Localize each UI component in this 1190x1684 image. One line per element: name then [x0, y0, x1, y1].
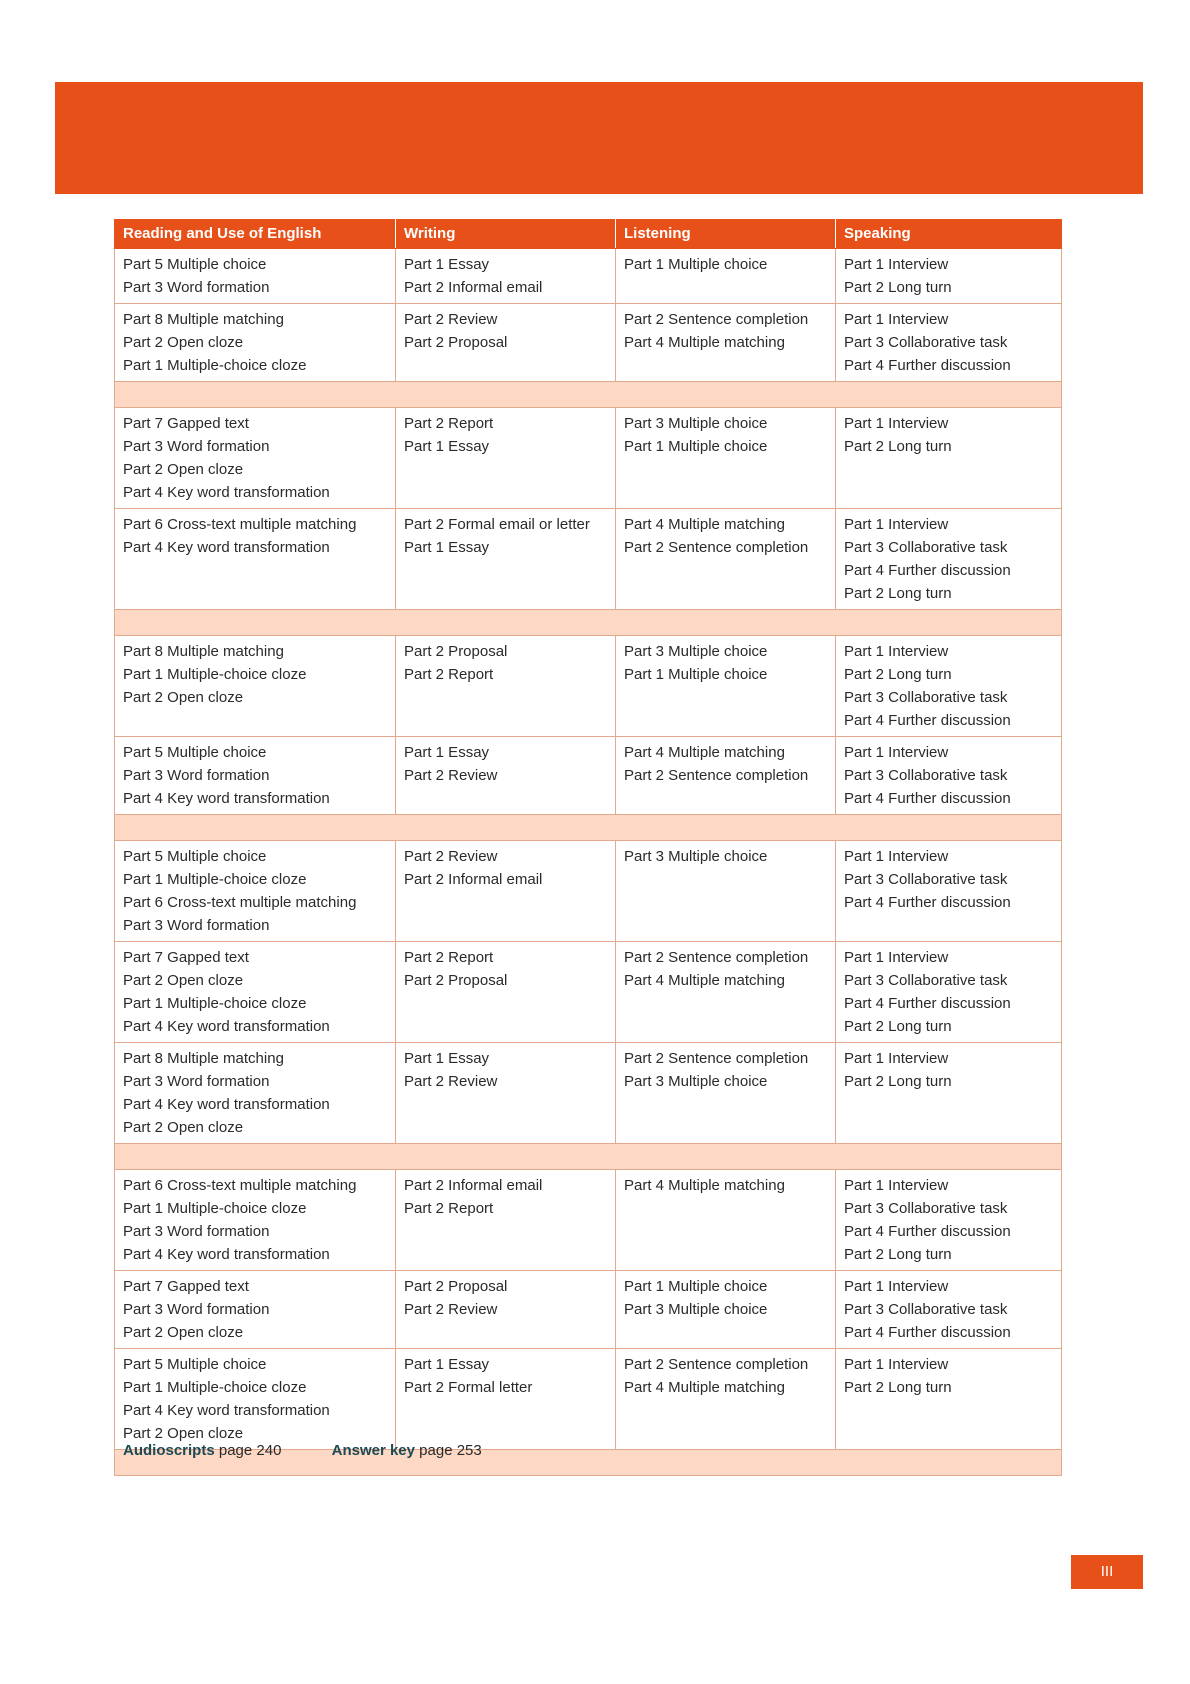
speaking-task: Part 1 Interview: [844, 1278, 949, 1295]
syllabus-table: [114, 219, 1062, 1476]
reading-task: Part 1 Multiple-choice cloze: [123, 995, 307, 1012]
group-separator-row: [115, 1144, 1062, 1170]
cell-speaking: [836, 1349, 1062, 1450]
speaking-task: Part 2 Long turn: [844, 438, 952, 455]
speaking-task: Part 2 Long turn: [844, 1073, 952, 1090]
audioscripts-label: Audioscripts: [123, 1442, 215, 1459]
audioscripts-reference: [123, 1442, 281, 1459]
speaking-task: Part 1 Interview: [844, 848, 949, 865]
speaking-task: Part 4 Further discussion: [844, 790, 1011, 807]
speaking-task: Part 4 Further discussion: [844, 1223, 1011, 1240]
listening-task: Part 2 Sentence completion: [624, 1050, 809, 1067]
table-row: [115, 304, 1062, 382]
reading-task: Part 5 Multiple choice: [123, 744, 267, 761]
cell-listening: [616, 636, 836, 737]
column-header-reading: Reading and Use of English: [115, 220, 396, 249]
writing-task: Part 1 Essay: [404, 539, 490, 556]
cell-listening: [616, 249, 836, 304]
reading-task: Part 3 Word formation: [123, 1073, 270, 1090]
reading-task: Part 2 Open cloze: [123, 1119, 244, 1136]
reading-task: Part 7 Gapped text: [123, 415, 249, 432]
cell-speaking: [836, 1043, 1062, 1144]
listening-task: Part 3 Multiple choice: [624, 643, 768, 660]
table-row: [115, 408, 1062, 509]
cell-writing: [396, 304, 616, 382]
reading-task: Part 7 Gapped text: [123, 949, 249, 966]
writing-task: Part 2 Proposal: [404, 1278, 508, 1295]
reading-task: Part 8 Multiple matching: [123, 311, 284, 328]
writing-task: Part 2 Proposal: [404, 972, 508, 989]
writing-task: Part 1 Essay: [404, 1050, 490, 1067]
cell-reading: [115, 636, 396, 737]
cell-speaking: [836, 841, 1062, 942]
reading-task: Part 4 Key word transformation: [123, 1018, 330, 1035]
reading-task: Part 4 Key word transformation: [123, 1096, 330, 1113]
cell-listening: [616, 1043, 836, 1144]
reading-task: Part 3 Word formation: [123, 1301, 270, 1318]
listening-task: Part 4 Multiple matching: [624, 516, 785, 533]
cell-speaking: [836, 737, 1062, 815]
listening-task: Part 4 Multiple matching: [624, 1177, 785, 1194]
speaking-task: Part 3 Collaborative task: [844, 871, 1008, 888]
cell-listening: [616, 408, 836, 509]
listening-task: Part 2 Sentence completion: [624, 1356, 809, 1373]
cell-speaking: [836, 1271, 1062, 1349]
column-header-listening: Listening: [616, 220, 836, 249]
listening-task: Part 1 Multiple choice: [624, 666, 768, 683]
reading-task: Part 2 Open cloze: [123, 1324, 244, 1341]
table-row: [115, 509, 1062, 610]
group-separator: [115, 610, 1062, 636]
reading-task: Part 6 Cross-text multiple matching: [123, 1177, 357, 1194]
speaking-task: Part 2 Long turn: [844, 1379, 952, 1396]
reading-task: Part 1 Multiple-choice cloze: [123, 357, 307, 374]
cell-listening: [616, 942, 836, 1043]
listening-task: Part 2 Sentence completion: [624, 767, 809, 784]
cell-reading: [115, 249, 396, 304]
cell-listening: [616, 841, 836, 942]
writing-task: Part 2 Informal email: [404, 279, 543, 296]
speaking-task: Part 1 Interview: [844, 1177, 949, 1194]
speaking-task: Part 1 Interview: [844, 516, 949, 533]
table-row: [115, 249, 1062, 304]
cell-listening: [616, 304, 836, 382]
listening-task: Part 3 Multiple choice: [624, 848, 768, 865]
writing-task: Part 2 Report: [404, 949, 494, 966]
speaking-task: Part 3 Collaborative task: [844, 767, 1008, 784]
cell-listening: [616, 1349, 836, 1450]
group-separator: [115, 815, 1062, 841]
cell-speaking: [836, 249, 1062, 304]
reading-task: Part 1 Multiple-choice cloze: [123, 871, 307, 888]
speaking-task: Part 3 Collaborative task: [844, 334, 1008, 351]
listening-task: Part 3 Multiple choice: [624, 1301, 768, 1318]
answer-key-page: page 253: [419, 1442, 482, 1459]
cell-writing: [396, 636, 616, 737]
cell-writing: [396, 509, 616, 610]
speaking-task: Part 1 Interview: [844, 949, 949, 966]
reading-task: Part 8 Multiple matching: [123, 1050, 284, 1067]
table-row: [115, 1043, 1062, 1144]
cell-writing: [396, 1170, 616, 1271]
speaking-task: Part 4 Further discussion: [844, 995, 1011, 1012]
speaking-task: Part 4 Further discussion: [844, 712, 1011, 729]
speaking-task: Part 3 Collaborative task: [844, 972, 1008, 989]
listening-task: Part 3 Multiple choice: [624, 415, 768, 432]
speaking-task: Part 4 Further discussion: [844, 1324, 1011, 1341]
footer-references: [123, 1442, 482, 1459]
column-header-writing: Writing: [396, 220, 616, 249]
cell-reading: [115, 408, 396, 509]
cell-speaking: [836, 304, 1062, 382]
writing-task: Part 1 Essay: [404, 438, 490, 455]
writing-task: Part 2 Review: [404, 1073, 498, 1090]
page-number: III: [1071, 1555, 1143, 1589]
speaking-task: Part 2 Long turn: [844, 1018, 952, 1035]
cell-reading: [115, 942, 396, 1043]
cell-reading: [115, 304, 396, 382]
cell-writing: [396, 841, 616, 942]
cell-speaking: [836, 1170, 1062, 1271]
cell-listening: [616, 1170, 836, 1271]
writing-task: Part 1 Essay: [404, 744, 490, 761]
answer-key-reference: [332, 1442, 482, 1459]
listening-task: Part 4 Multiple matching: [624, 972, 785, 989]
listening-task: Part 3 Multiple choice: [624, 1073, 768, 1090]
cell-writing: [396, 1349, 616, 1450]
cell-reading: [115, 1170, 396, 1271]
cell-listening: [616, 1271, 836, 1349]
reading-task: Part 5 Multiple choice: [123, 848, 267, 865]
writing-task: Part 2 Proposal: [404, 334, 508, 351]
writing-task: Part 2 Review: [404, 767, 498, 784]
cell-listening: [616, 737, 836, 815]
table-row: [115, 737, 1062, 815]
speaking-task: Part 1 Interview: [844, 1356, 949, 1373]
cell-writing: [396, 408, 616, 509]
group-separator: [115, 382, 1062, 408]
writing-task: Part 2 Informal email: [404, 871, 543, 888]
speaking-task: Part 2 Long turn: [844, 279, 952, 296]
writing-task: Part 2 Report: [404, 666, 494, 683]
cell-reading: [115, 509, 396, 610]
header-banner: [55, 82, 1143, 194]
reading-task: Part 6 Cross-text multiple matching: [123, 516, 357, 533]
table-header-row: [115, 220, 1062, 249]
writing-task: Part 2 Formal letter: [404, 1379, 533, 1396]
writing-task: Part 1 Essay: [404, 256, 490, 273]
writing-task: Part 2 Formal email or letter: [404, 516, 590, 533]
reading-task: Part 4 Key word transformation: [123, 484, 330, 501]
reading-task: Part 1 Multiple-choice cloze: [123, 1379, 307, 1396]
reading-task: Part 1 Multiple-choice cloze: [123, 1200, 307, 1217]
listening-task: Part 1 Multiple choice: [624, 1278, 768, 1295]
cell-reading: [115, 1349, 396, 1450]
group-separator-row: [115, 815, 1062, 841]
reading-task: Part 3 Word formation: [123, 279, 270, 296]
cell-writing: [396, 1043, 616, 1144]
cell-speaking: [836, 408, 1062, 509]
listening-task: Part 1 Multiple choice: [624, 438, 768, 455]
audioscripts-page: page 240: [218, 1442, 282, 1459]
speaking-task: Part 1 Interview: [844, 311, 949, 328]
cell-speaking: [836, 509, 1062, 610]
cell-reading: [115, 1043, 396, 1144]
reading-task: Part 4 Key word transformation: [123, 1402, 330, 1419]
speaking-task: Part 3 Collaborative task: [844, 1200, 1008, 1217]
cell-listening: [616, 509, 836, 610]
speaking-task: Part 4 Further discussion: [844, 357, 1011, 374]
cell-speaking: [836, 636, 1062, 737]
speaking-task: Part 1 Interview: [844, 643, 949, 660]
listening-task: Part 2 Sentence completion: [624, 311, 809, 328]
speaking-task: Part 4 Further discussion: [844, 894, 1011, 911]
reading-task: Part 2 Open cloze: [123, 461, 244, 478]
cell-writing: [396, 942, 616, 1043]
reading-task: Part 8 Multiple matching: [123, 643, 284, 660]
speaking-task: Part 2 Long turn: [844, 1246, 952, 1263]
reading-task: Part 3 Word formation: [123, 917, 270, 934]
speaking-task: Part 1 Interview: [844, 1050, 949, 1067]
reading-task: Part 7 Gapped text: [123, 1278, 249, 1295]
speaking-task: Part 3 Collaborative task: [844, 1301, 1008, 1318]
answer-key-label: Answer key: [331, 1442, 415, 1459]
writing-task: Part 2 Proposal: [404, 643, 508, 660]
cell-reading: [115, 1271, 396, 1349]
cell-writing: [396, 737, 616, 815]
cell-reading: [115, 841, 396, 942]
reading-task: Part 4 Key word transformation: [123, 539, 330, 556]
speaking-task: Part 1 Interview: [844, 256, 949, 273]
listening-task: Part 4 Multiple matching: [624, 1379, 785, 1396]
speaking-task: Part 4 Further discussion: [844, 562, 1011, 579]
reading-task: Part 2 Open cloze: [123, 334, 244, 351]
reading-task: Part 4 Key word transformation: [123, 1246, 330, 1263]
column-header-speaking: Speaking: [836, 220, 1062, 249]
listening-task: Part 4 Multiple matching: [624, 744, 785, 761]
writing-task: Part 2 Informal email: [404, 1177, 543, 1194]
group-separator-row: [115, 610, 1062, 636]
table-row: [115, 942, 1062, 1043]
writing-task: Part 2 Report: [404, 415, 494, 432]
group-separator-row: [115, 382, 1062, 408]
speaking-task: Part 1 Interview: [844, 744, 949, 761]
reading-task: Part 5 Multiple choice: [123, 256, 267, 273]
writing-task: Part 1 Essay: [404, 1356, 490, 1373]
reading-task: Part 2 Open cloze: [123, 1425, 244, 1442]
listening-task: Part 1 Multiple choice: [624, 256, 768, 273]
writing-task: Part 2 Report: [404, 1200, 494, 1217]
reading-task: Part 3 Word formation: [123, 438, 270, 455]
speaking-task: Part 1 Interview: [844, 415, 949, 432]
reading-task: Part 2 Open cloze: [123, 689, 244, 706]
table-row: [115, 1349, 1062, 1450]
table-row: [115, 636, 1062, 737]
reading-task: Part 2 Open cloze: [123, 972, 244, 989]
speaking-task: Part 3 Collaborative task: [844, 689, 1008, 706]
cell-writing: [396, 1271, 616, 1349]
table-row: [115, 1271, 1062, 1349]
writing-task: Part 2 Review: [404, 1301, 498, 1318]
cell-speaking: [836, 942, 1062, 1043]
table-body: [115, 249, 1062, 1476]
reading-task: Part 4 Key word transformation: [123, 790, 330, 807]
table-row: [115, 1170, 1062, 1271]
listening-task: Part 4 Multiple matching: [624, 334, 785, 351]
reading-task: Part 5 Multiple choice: [123, 1356, 267, 1373]
cell-writing: [396, 249, 616, 304]
reading-task: Part 3 Word formation: [123, 767, 270, 784]
table-row: [115, 841, 1062, 942]
reading-task: Part 6 Cross-text multiple matching: [123, 894, 357, 911]
speaking-task: Part 2 Long turn: [844, 585, 952, 602]
speaking-task: Part 3 Collaborative task: [844, 539, 1008, 556]
group-separator: [115, 1144, 1062, 1170]
writing-task: Part 2 Review: [404, 311, 498, 328]
reading-task: Part 3 Word formation: [123, 1223, 270, 1240]
speaking-task: Part 2 Long turn: [844, 666, 952, 683]
writing-task: Part 2 Review: [404, 848, 498, 865]
cell-reading: [115, 737, 396, 815]
listening-task: Part 2 Sentence completion: [624, 949, 809, 966]
listening-task: Part 2 Sentence completion: [624, 539, 809, 556]
reading-task: Part 1 Multiple-choice cloze: [123, 666, 307, 683]
